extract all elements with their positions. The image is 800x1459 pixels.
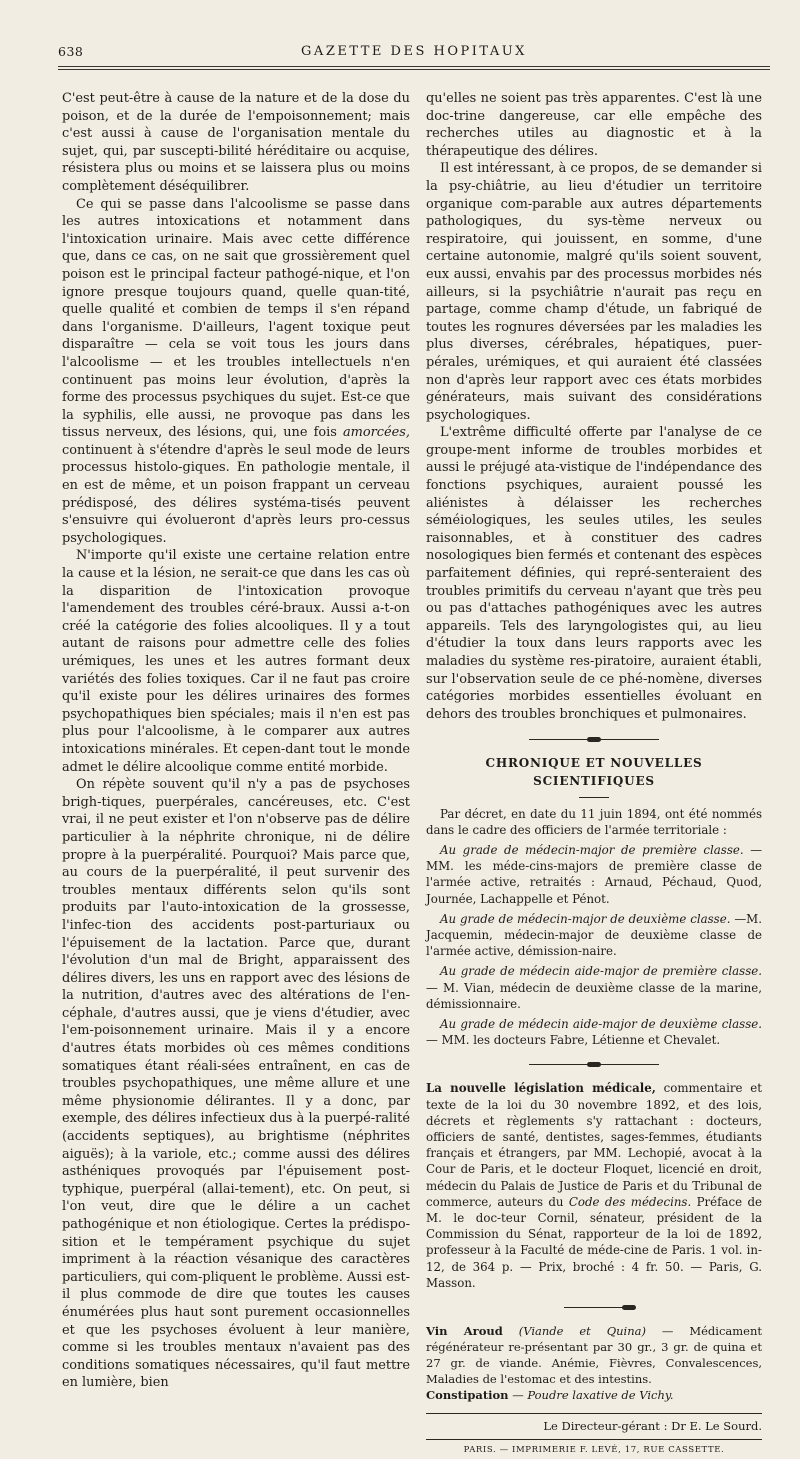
- italic-span: Poudre laxative de Vichy.: [527, 1388, 674, 1403]
- section-divider: [529, 1062, 659, 1068]
- advertisements: [426, 1323, 762, 1403]
- paragraph: N'importe qu'il existe une certaine relation entre la cause et la lésion, ne serait-ce que dans les cas où la disparition de l'intoxication provoque l'amendement des troubles céré-braux. Aussi a-t-on créé la catégorie des folies alcooliques. Il y a tout autant de raisons pour admettre celle des folies urémiques, les unes et les autres formant deux variétés des folies toxiques. Car il ne faut pas croire qu'il existe pour les délires urinaires des formes psychopathiques bien spéciales; mais il n'en est pas plus pour l'alcoolisme, à le comparer aux autres intoxications minérales. Et cepen-dant tout le monde admet le délire alcoolique comme entité morbide.: [62, 548, 410, 775]
- page-number: 638: [58, 44, 84, 59]
- bold-span: Constipation: [426, 1388, 509, 1403]
- text-span: Préface de M. le doc-teur Cornil, sénateur, président de la Commission du Sénat, rapporteur de la loi de 1892, professeur à la Faculté de méde-cine de Paris. 1 vol. in-12, de 364 p. — Prix, broché : 4 fr. 50. — Paris, G. Masson.: [426, 1194, 763, 1290]
- italic-span: Au grade de médecin-major de première classe.: [440, 842, 744, 857]
- bold-span: La nouvelle législation médicale,: [426, 1081, 656, 1096]
- header-rule: [58, 66, 770, 67]
- book-notice: [426, 1080, 762, 1291]
- text-span: continuent à s'étendre d'après le seul mode de leurs processus histolo-giques. En pathologie mentale, il en est de même, et un poison frappant un cerveau prédisposé, des délires systéma-tisés peuvent s'ensuivre qui évolueront d'après leurs pro-cessus psychologiques.: [62, 442, 410, 546]
- news-item: [426, 842, 762, 907]
- news-item: [426, 1080, 762, 1291]
- paragraph: On répète souvent qu'il n'y a pas de psychoses brigh-tiques, puerpérales, cancéreuses, etc. C'est vrai, il ne peut exister et l'on n'observe pas de délire particulier à la néphrite chronique, ni de délire propre à la puerpéralité. Pourquoi? Mais parce que, au cours de la puerpéralité, il peut survenir des troubles mentaux différents selon qu'ils sont produits par l'auto-intoxication de la grossesse, l'infec-tion des accidents post-parturiaux ou l'épuisement de la lactation. Parce que, durant l'évolution d'un mal de Bright, apparaissent des délires divers, les uns en rapport avec des lésions de la nutrition, d'autres avec des altérations de l'en-céphale, d'autres aussi, que je viens d'étudier, avec l'em-poisonnement urinaire. Mais il y a encore d'autres états morbides où ces mêmes conditions somatiques étant réali-sées entraînent, en cas de troubles psychopathiques, une même allure et une même physionomie délirantes. Il y a donc, par exemple, des délires infectieux dus à la puerpé-ralité (accidents septiques), au brightisme (néphrites aiguës); à la variole, etc.; comme aussi des délires asthéniques provoqués par l'épuisement post-typhique, puerpéral (allai-tement), etc. On peut, si l'on veut, dire que le délire a un cachet pathogénique et non étiologique. Certes la prédispo-sition et le tempérament psychique du sujet impriment à la réaction vésanique des caractères particuliers, qui com-pliquent le problème. Aussi est-il plus commode de dire que toutes les causes énumérées plus haut sont purement occasionnelles et que les psychoses évoluent à leur manière, comme si les troubles mentaux n'avaient pas des conditions somatiques nécessaires, qu'il faut mettre en lumière, bien: [62, 777, 410, 1391]
- header-rule-double: [58, 69, 770, 70]
- news-item: [426, 963, 762, 1012]
- news-item: [426, 1016, 762, 1048]
- bold-span: Vin Aroud: [426, 1324, 503, 1339]
- paragraph: Il est intéressant, à ce propos, de se demander si la psy-chiâtrie, au lieu d'étudier un territoire organique com-parable aux autres départements pathologiques, du sys-tème nerveux ou respiratoire, qui jouissent, en somme, d'une certaine autonomie, malgré qu'ils soient souvent, eux aussi, envahis par des processus morbides nés ailleurs, si la psychiâtrie n'aurait pas reçu en partage, comme champ d'étude, un fabriqué de toutes les rognures déversées par les maladies les plus diverses, cérébrales, hépatiques, puer-pérales, urémiques, et qui auraient été classées non d'après leur rapport avec ces états morbides générateurs, mais suivant des considérations psychologiques.: [426, 161, 762, 423]
- left-column: [62, 90, 410, 1392]
- section-title: CHRONIQUE ET NOUVELLES SCIENTIFIQUES: [485, 756, 703, 788]
- page-header: [58, 44, 770, 66]
- text-span: —: [512, 1388, 524, 1403]
- text-span: — MM. les docteurs Fabre, Létienne et Chevalet.: [426, 1033, 721, 1048]
- printer-line: PARIS. — IMPRIMERIE F. LEVÉ, 17, RUE CASSETTE.: [426, 1439, 762, 1459]
- text-span: — M. Vian, médecin de deuxième classe de la marine, démissionnaire.: [426, 980, 762, 1011]
- advertisement: [426, 1323, 762, 1387]
- text-span: commentaire et texte de la loi du 30 novembre 1892, et des lois, décrets et règlements s'y rattachant : docteurs, officiers de santé, dentistes, sages-femmes, étudiants français et étrangers, par MM. Lechopié, avocat à la Cour de Paris, et le docteur Floquet, licencié en droit, médecin du Palais de Justice de Paris et du Tribunal de commerce, auteurs du: [426, 1081, 763, 1209]
- text-span: Ce qui se passe dans l'alcoolisme se passe dans les autres intoxications et notamment dans l'intoxication urinaire. Mais avec cette différence que, dans ce cas, on ne sait que grossièrement quel poison est le principal facteur pathogé-nique, et l'on ignore presque toujours quand, quelle quan-tité, quelle qualité et combien de temps il s'en répand dans l'organisme. D'ailleurs, l'agent toxique peut disparaître — cela se voit tous les jours dans l'alcoolisme — et les troubles intellectuels n'en continuent pas moins leur évolution, d'après la forme des processus psychiques du sujet. Est-ce que la syphilis, elle aussi, ne provoque pas dans les tissus nerveux, des lésions, qui, une fois: [62, 196, 410, 441]
- news-item: [426, 911, 762, 960]
- text-span: —M. Jacquemin, médecin-major de deuxième classe de l'armée active, démission-naire.: [426, 911, 763, 959]
- news-block: [426, 806, 762, 1049]
- text-span: — MM. les méde-cins-majors de première classe de l'armée active, retraités : Arnaud, Péchaud, Quod, Journée, Lachappelle et Pénot.: [426, 842, 762, 906]
- paragraph: C'est peut-être à cause de la nature et de la dose du poison, et de la durée de l'empoisonnement; mais c'est aussi à cause de l'organisation mentale du sujet, qui, par suscepti-bilité héréditaire ou acquise, résistera plus ou moins et se laissera plus ou moins complètement déséquilibrer.: [62, 91, 410, 194]
- text-span: — Médicament régénérateur re-présentant par 30 gr., 3 gr. de quina et 27 gr. de viande. Anémie, Fièvres, Convalescences, Maladies de l'estomac et des intestins.: [426, 1324, 763, 1387]
- italic-span: Code des médecins.: [568, 1194, 692, 1209]
- director-signature: Le Directeur-gérant : Dr E. Le Sourd.: [426, 1413, 762, 1436]
- section-divider: [529, 737, 659, 743]
- italic-span: Au grade de médecin aide-major de première classe.: [440, 964, 762, 979]
- news-item: Par décret, en date du 11 juin 1894, ont été nommés dans le cadre des officiers de l'armée territoriale :: [426, 806, 762, 837]
- paragraph: [62, 196, 410, 548]
- short-rule: [579, 797, 609, 798]
- paragraph: qu'elles ne soient pas très apparentes. C'est là une doc-trine dangereuse, car elle empêche des recherches utiles au diagnostic et à la thérapeutique des délires.: [426, 91, 762, 159]
- italic-span: amorcées,: [342, 425, 410, 441]
- italic-span: Au grade de médecin aide-major de deuxième classe.: [440, 1017, 762, 1031]
- advertisement: [426, 1387, 762, 1403]
- short-divider: [564, 1305, 624, 1311]
- paragraph: L'extrême difficulté offerte par l'analyse de ce groupe-ment informe de troubles morbides et aussi le préjugé ata-vistique de l'indépendance des fonctions psychiques, auraient poussé les aliénistes à délaisser les recherches séméiologiques, les seules utiles, les seules raisonnables, et à constituer des cadres nosologiques bien fermés et contenant des espèces parfaitement définies, qui repré-senteraient des troubles primitifs du cerveau n'ayant que très peu ou pas d'attaches pathogéniques avec les autres appareils. Tels des laryngologistes qui, au lieu d'étudier la toux dans leurs rapports avec les maladies du système res-piratoire, auraient établi, sur l'observation seule de ce phé-nomène, diverses catégories morbides essentielles évoluant en dehors des troubles bronchiques et pulmonaires.: [426, 425, 762, 722]
- italic-span: (Viande et Quina): [518, 1324, 646, 1339]
- right-column: [426, 90, 762, 1459]
- running-title: GAZETTE DES HOPITAUX: [301, 44, 527, 59]
- italic-span: Au grade de médecin-major de deuxième classe.: [440, 911, 731, 926]
